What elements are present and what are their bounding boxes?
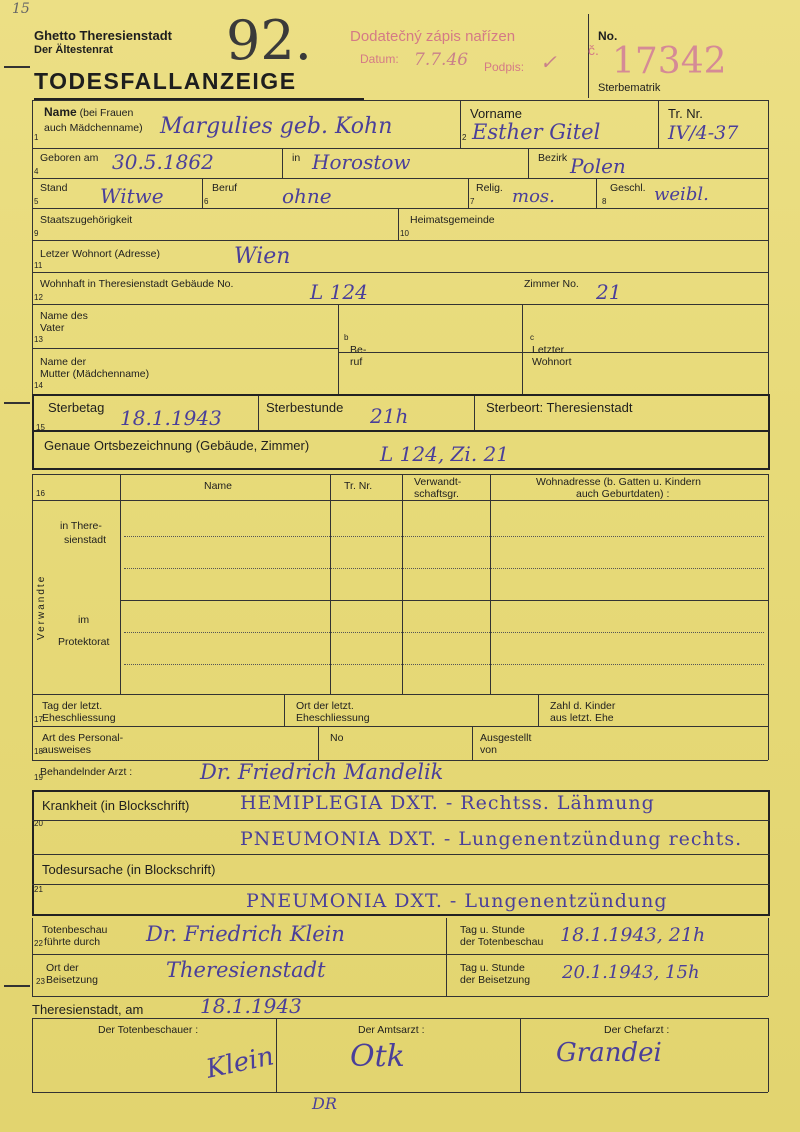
- stamp-podpis: Podpis:: [484, 60, 525, 74]
- beisetzung-ort-value: Theresienstadt: [166, 958, 326, 982]
- divider: [460, 100, 461, 148]
- rel-verwandt-header-1: Verwandt-: [414, 476, 462, 488]
- row-line: [32, 694, 768, 695]
- arzt-value: Dr. Friedrich Mandelik: [200, 760, 444, 784]
- divider: [276, 1018, 277, 1092]
- beruf-value: ohne: [282, 184, 332, 208]
- letzter-label-1: Letzter: [532, 344, 565, 356]
- krankheit-label: Krankheit (in Blockschrift): [42, 798, 190, 813]
- tag-beisetzung-label-1: Tag u. Stunde: [460, 962, 525, 974]
- divider: [258, 396, 259, 430]
- no-label: No.: [598, 29, 618, 43]
- arzt-label: Behandelnder Arzt :: [40, 766, 133, 778]
- bottom-initials: DR: [312, 1094, 337, 1113]
- form-title: TODESFALLANZEIGE: [34, 68, 297, 94]
- divider: [284, 694, 285, 726]
- rel-side-label: Verwandte: [36, 574, 47, 640]
- row-line: [32, 1092, 768, 1093]
- divider: [282, 148, 283, 178]
- dotted-line: [124, 632, 764, 633]
- border: [32, 918, 33, 996]
- vater-label-2: Vater: [40, 322, 65, 334]
- heimat-label: Heimatsgemeinde: [410, 214, 495, 226]
- tag-beisetzung-value: 20.1.1943, 15h: [562, 962, 700, 983]
- sterbestunde-value: 21h: [370, 404, 409, 428]
- row-line: [32, 348, 338, 349]
- field-number: 23: [36, 977, 45, 986]
- relig-value: mos.: [512, 186, 555, 207]
- field-number: 12: [34, 293, 43, 302]
- todesursache-label: Todesursache (in Blockschrift): [42, 862, 216, 877]
- signature-chefarzt: Grandei: [556, 1038, 662, 1068]
- mutter-label-2: Mutter (Mädchenname): [40, 368, 150, 380]
- dotted-line: [124, 536, 764, 537]
- field-number: 20: [34, 819, 43, 828]
- ausgestellt-label-1: Ausgestellt: [480, 732, 532, 744]
- field-number: 2: [462, 133, 467, 142]
- marriage-ort-2: Eheschliessung: [296, 712, 370, 724]
- wohnort-label: Letzer Wohnort (Adresse): [40, 248, 161, 260]
- field-number: 1: [34, 133, 39, 142]
- chefarzt-label: Der Chefarzt :: [604, 1024, 670, 1036]
- trnr-value: IV/4-37: [668, 122, 739, 144]
- row-line: [32, 500, 768, 501]
- field-number: 11: [34, 261, 43, 270]
- letzter-label-2: Wohnort: [532, 356, 572, 368]
- tag-totenbeschau-label-1: Tag u. Stunde: [460, 924, 525, 936]
- beruf2-label-2: ruf: [350, 356, 363, 368]
- divider: [472, 726, 473, 760]
- row-line: [32, 1018, 768, 1019]
- orts-label: Genaue Ortsbezeichnung (Gebäude, Zimmer): [44, 438, 310, 453]
- divider: [474, 396, 475, 430]
- border: [768, 474, 769, 694]
- ausweis-label-2: ausweises: [42, 744, 92, 756]
- stamp-dodatecny: Dodatečný zápis nařízen: [350, 28, 516, 45]
- totenbeschau-value: Dr. Friedrich Klein: [146, 922, 345, 946]
- field-number: 18: [34, 747, 43, 756]
- row-line: [32, 474, 768, 475]
- orts-value: L 124, Zi. 21: [380, 442, 509, 466]
- border: [32, 474, 33, 694]
- right-border: [768, 100, 769, 394]
- vorname-value: Esther Gitel: [472, 120, 601, 144]
- field-number: c: [530, 333, 534, 342]
- sterbetag-label: Sterbetag: [48, 400, 105, 415]
- row-line: [32, 430, 770, 432]
- krankheit-value-1: HEMIPLEGIA DXT. - Rechtss. Lähmung: [240, 792, 655, 814]
- register-number: 17342: [612, 41, 727, 82]
- geschl-label: Geschl.: [610, 182, 646, 194]
- name-label: Name (bei Frauen: [44, 105, 134, 119]
- zimmer-label: Zimmer No.: [524, 278, 579, 290]
- stand-value: Witwe: [100, 184, 164, 208]
- vorname-label: Vorname: [470, 106, 523, 121]
- marginal-number: 15: [12, 1, 30, 17]
- divider: [318, 726, 319, 760]
- border: [768, 1018, 769, 1092]
- stamp-date-value: 7.7.46: [414, 50, 469, 70]
- rel-theresienstadt-1: in There-: [60, 520, 102, 532]
- trnr-label: Tr. Nr.: [668, 106, 703, 121]
- beisetzung-ort-label-2: Beisetzung: [46, 974, 98, 986]
- place-date-value: 18.1.1943: [200, 994, 302, 1018]
- totenbeschau-label-1: Totenbeschau: [42, 924, 108, 936]
- row-line: [32, 726, 768, 727]
- row-line: [32, 240, 768, 241]
- signature-amtsarzt: Otk: [350, 1039, 405, 1074]
- tag-beisetzung-label-2: der Beisetzung: [460, 974, 531, 986]
- row-line: [32, 148, 768, 149]
- sterbeort-label: Sterbeort: Theresienstadt: [486, 400, 633, 415]
- row-line: [32, 178, 768, 179]
- field-number: 7: [470, 197, 475, 206]
- divider: [520, 1018, 521, 1092]
- divider: [202, 178, 203, 208]
- big-number: 92.: [226, 9, 312, 72]
- sterbetag-value: 18.1.1943: [120, 406, 222, 430]
- row-line: [32, 272, 768, 273]
- marriage-tag-1: Tag der letzt.: [42, 700, 103, 712]
- left-border: [32, 100, 33, 394]
- row-line: [32, 304, 768, 305]
- place-date-label: Theresienstadt, am: [32, 1002, 144, 1017]
- field-number: 14: [34, 381, 43, 390]
- punch-mark: [4, 66, 30, 68]
- krankheit-value-2: PNEUMONIA DXT. - Lungenentzündung rechts.: [240, 828, 743, 850]
- row-line: [32, 884, 770, 885]
- stand-label: Stand: [40, 182, 68, 194]
- row-line: [32, 954, 768, 955]
- marriage-kinder-1: Zahl d. Kinder: [550, 700, 616, 712]
- border: [32, 1018, 33, 1092]
- zimmer-value: 21: [596, 280, 622, 304]
- rel-theresienstadt-2: sienstadt: [64, 534, 107, 546]
- ausgestellt-label-2: von: [480, 744, 497, 756]
- border: [768, 694, 769, 760]
- beruf-label: Beruf: [212, 182, 238, 194]
- vater-label-1: Name des: [40, 310, 88, 322]
- field-number: 15: [36, 423, 45, 432]
- sterbematrik-label: Sterbematrik: [598, 82, 661, 94]
- dotted-line: [124, 664, 764, 665]
- todesursache-value: PNEUMONIA DXT. - Lungenentzündung: [246, 890, 668, 912]
- divider: [398, 208, 399, 240]
- org-line-2: Der Ältestenrat: [34, 44, 113, 56]
- row-line: [32, 208, 768, 209]
- relig-label: Relig.: [476, 182, 503, 194]
- tag-totenbeschau-label-2: der Totenbeschau: [460, 936, 544, 948]
- name-label-2: auch Mädchenname): [44, 122, 143, 134]
- divider: [490, 474, 491, 694]
- rel-protektorat-1: im: [78, 614, 90, 626]
- row-line: [32, 854, 770, 855]
- divider: [338, 304, 339, 394]
- divider: [528, 148, 529, 178]
- marriage-tag-2: Eheschliessung: [42, 712, 116, 724]
- divider: [658, 100, 659, 148]
- sterbestunde-label: Sterbestunde: [266, 400, 344, 415]
- field-number: 8: [602, 197, 607, 206]
- divider: [538, 694, 539, 726]
- field-number: 6: [204, 197, 209, 206]
- stamp-no-prefix: č.: [588, 42, 599, 58]
- rel-verwandt-header-2: schaftsgr.: [414, 488, 459, 500]
- org-line-1: Ghetto Theresienstadt: [34, 28, 172, 43]
- field-number: 5: [34, 197, 39, 206]
- field-number: 22: [34, 939, 43, 948]
- totenbeschauer-label: Der Totenbeschauer :: [98, 1024, 199, 1036]
- field-number: 9: [34, 229, 39, 238]
- tag-totenbeschau-value: 18.1.1943, 21h: [560, 924, 706, 946]
- field-number: 13: [34, 335, 43, 344]
- geboren-value: 30.5.1862: [112, 150, 214, 174]
- wohnhaft-value: L 124: [310, 280, 368, 304]
- punch-mark: [4, 402, 30, 404]
- staats-label: Staatszugehörigkeit: [40, 214, 133, 226]
- border: [768, 918, 769, 996]
- field-number: 10: [400, 229, 409, 238]
- rel-wohnadresse-header-2: auch Geburtdaten) :: [576, 488, 670, 500]
- rel-trnr-header: Tr. Nr.: [344, 480, 373, 492]
- ausweis-label-1: Art des Personal-: [42, 732, 124, 744]
- field-number: 4: [34, 167, 39, 176]
- field-number: b: [344, 333, 349, 342]
- geboren-label: Geboren am: [40, 152, 99, 164]
- in-value: Horostow: [312, 150, 411, 174]
- marriage-kinder-2: aus letzt. Ehe: [550, 712, 614, 724]
- divider: [522, 304, 523, 394]
- row-line: [32, 996, 768, 997]
- name-value: Margulies geb. Kohn: [160, 114, 393, 139]
- mutter-label-1: Name der: [40, 356, 87, 368]
- field-number: 16: [36, 489, 45, 498]
- divider: [402, 474, 403, 694]
- rel-protektorat-2: Protektorat: [58, 636, 110, 648]
- bezirk-value: Polen: [570, 154, 626, 178]
- stamp-signature: ✓: [540, 50, 557, 74]
- dotted-line: [124, 568, 764, 569]
- divider: [596, 178, 597, 208]
- wohnhaft-label: Wohnhaft in Theresienstadt Gebäude No.: [40, 278, 234, 290]
- field-number: 21: [34, 885, 43, 894]
- totenbeschau-label-2: führte durch: [44, 936, 101, 948]
- field-number: 19: [34, 773, 43, 782]
- rel-name-header: Name: [204, 480, 233, 492]
- signature-totenbeschauer: Klein: [203, 1041, 277, 1085]
- field-number: 17: [34, 715, 43, 724]
- geschl-value: weibl.: [654, 184, 709, 205]
- bezirk-label: Bezirk: [538, 152, 568, 164]
- border: [32, 694, 33, 760]
- divider: [468, 178, 469, 208]
- divider: [330, 474, 331, 694]
- wohnort-value: Wien: [234, 244, 291, 269]
- marriage-ort-1: Ort der letzt.: [296, 700, 354, 712]
- in-label: in: [292, 152, 301, 164]
- amtsarzt-label: Der Amtsarzt :: [358, 1024, 425, 1036]
- beisetzung-ort-label-1: Ort der: [46, 962, 79, 974]
- punch-mark: [4, 985, 30, 987]
- row-line: [120, 600, 768, 601]
- divider: [446, 918, 447, 996]
- beruf2-label-1: Be-: [350, 344, 367, 356]
- ausweis-no-label: No: [330, 732, 344, 744]
- stamp-datum: Datum:: [360, 52, 399, 66]
- rel-wohnadresse-header-1: Wohnadresse (b. Gatten u. Kindern: [536, 476, 701, 488]
- divider: [120, 474, 121, 694]
- row-line: [32, 820, 770, 821]
